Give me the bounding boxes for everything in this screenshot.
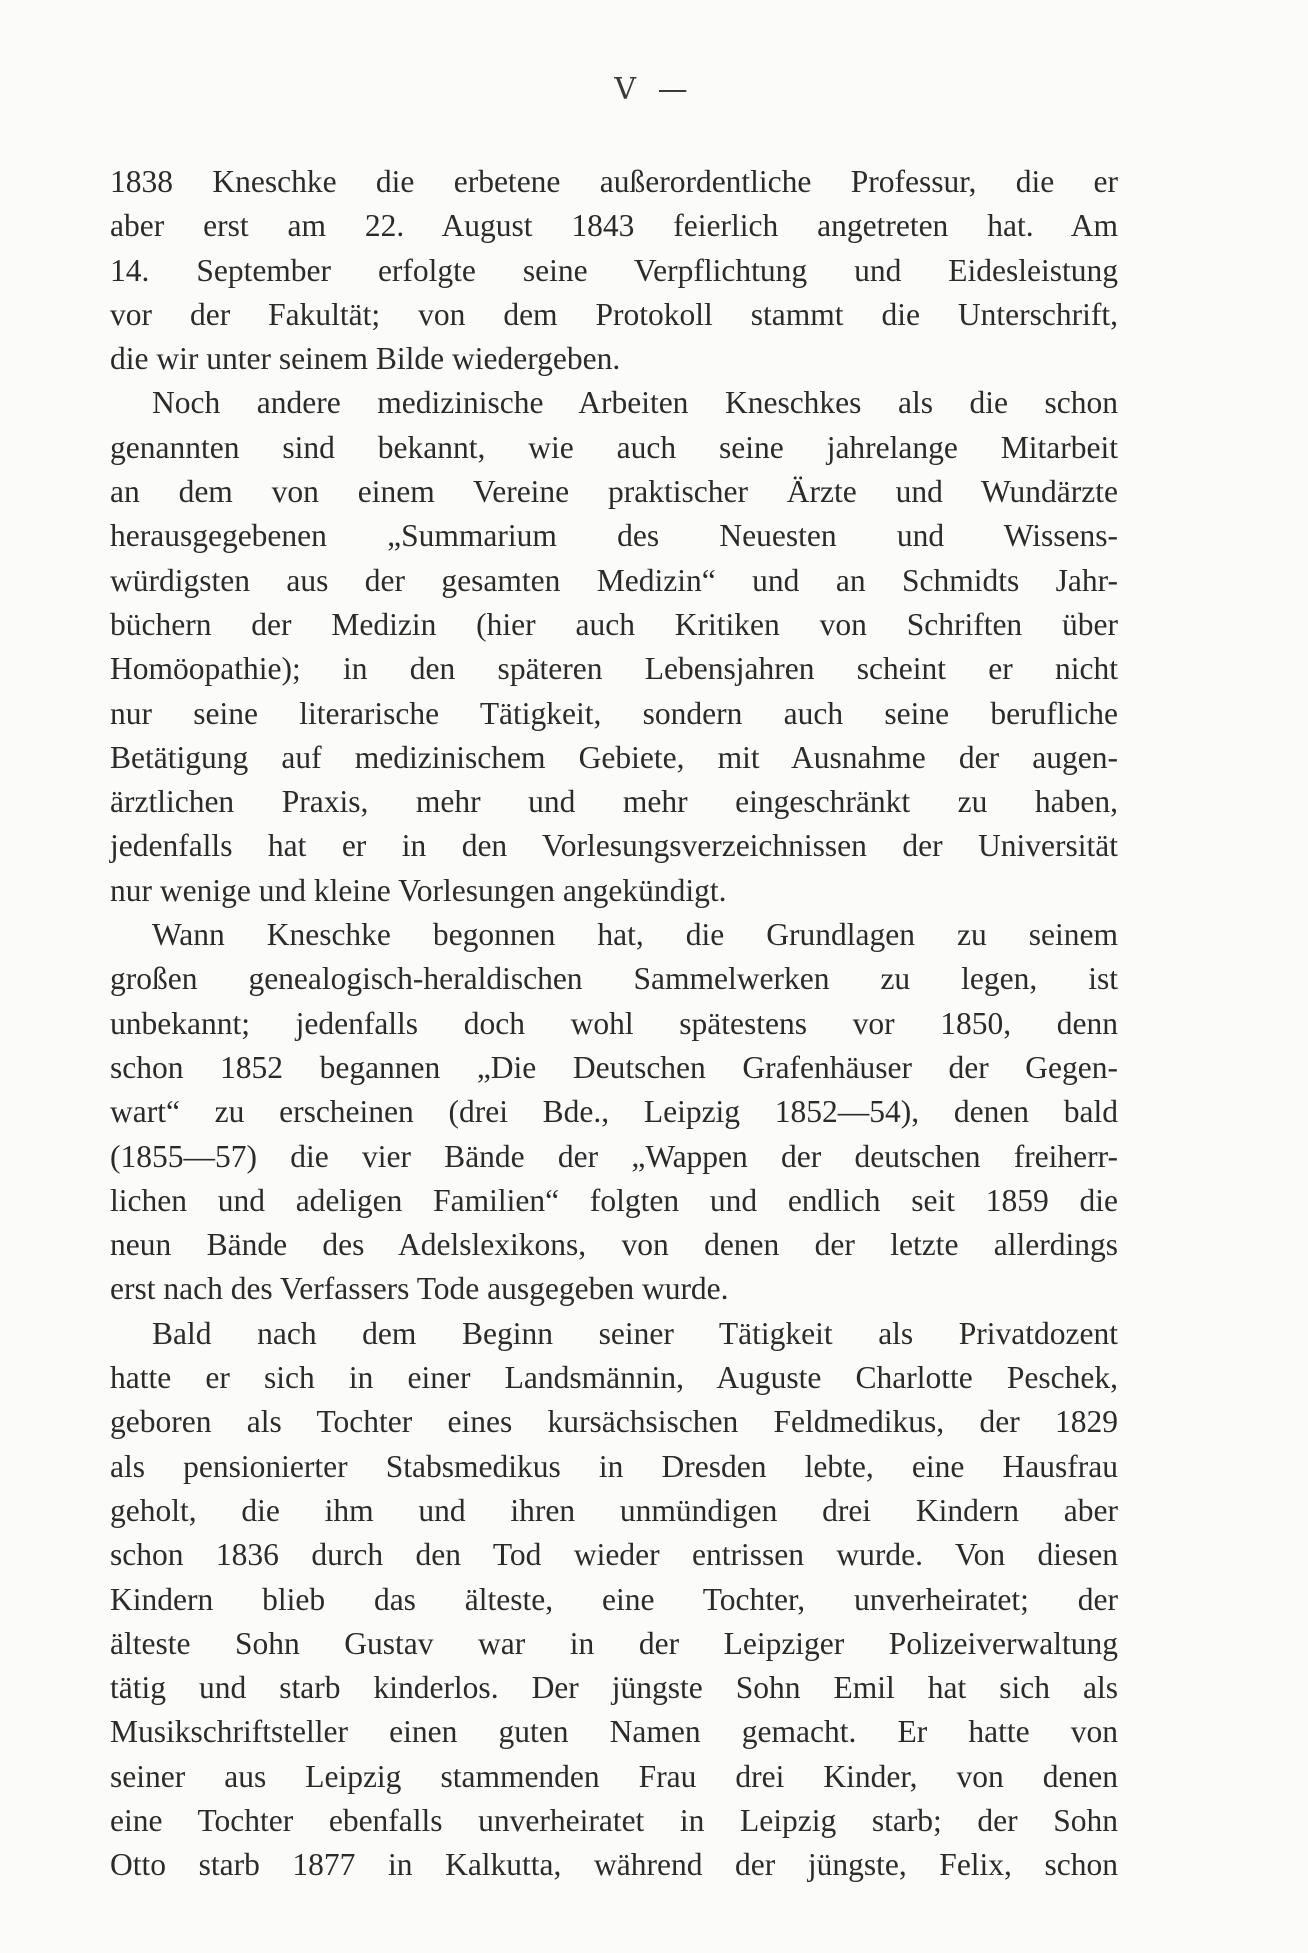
text-line: geholt, die ihm und ihren unmündigen drei Kindern aber	[110, 1492, 1118, 1528]
text-line: neun Bände des Adelslexikons, von denen der letzte allerdings	[110, 1227, 1118, 1263]
text-line: geboren als Tochter eines kursächsischen Feldmedikus, der 1829	[110, 1404, 1118, 1440]
paragraph-4	[110, 1312, 1118, 1888]
text-line: aber erst am 22. August 1843 feierlich angetreten hat. Am	[110, 208, 1118, 244]
text-line: hatte er sich in einer Landsmännin, Auguste Charlotte Peschek,	[110, 1360, 1118, 1396]
text-line: 1838 Kneschke die erbetene außerordentliche Professur, die er	[110, 164, 1118, 199]
text-line: Otto starb 1877 in Kalkutta, während der jüngste, Felix, schon	[110, 1847, 1118, 1883]
text-line: herausgegebenen „Summarium des Neuesten und Wissens-	[110, 518, 1118, 554]
text-line: Betätigung auf medizinischem Gebiete, mit Ausnahme der augen-	[110, 739, 1118, 775]
paragraph-1	[110, 160, 1118, 381]
text-line: 14. September erfolgte seine Verpflichtung und Eidesleistung	[110, 252, 1118, 288]
text-line: tätig und starb kinderlos. Der jüngste Sohn Emil hat sich als	[110, 1670, 1118, 1706]
text-line: Wann Kneschke begonnen hat, die Grundlagen zu seinem	[152, 917, 1118, 953]
paragraph-3	[110, 913, 1118, 1312]
text-line: jedenfalls hat er in den Vorlesungsverzeichnissen der Universität	[110, 828, 1118, 864]
text-line: Bald nach dem Beginn seiner Tätigkeit als Privatdozent	[152, 1315, 1118, 1351]
text-line: großen genealogisch-heraldischen Sammelwerken zu legen, ist	[110, 961, 1118, 997]
body-text	[110, 160, 1118, 1888]
text-line: seiner aus Leipzig stammenden Frau drei Kinder, von denen	[110, 1758, 1118, 1794]
text-line: wart“ zu erscheinen (drei Bde., Leipzig 1852—54), denen bald	[110, 1094, 1118, 1130]
text-line: würdigsten aus der gesamten Medizin“ und an Schmidts Jahr-	[110, 562, 1118, 598]
text-line: erst nach des Verfassers Tode ausgegeben wurde.	[110, 1271, 729, 1307]
text-line: an dem von einem Vereine praktischer Ärzte und Wundärzte	[110, 474, 1118, 510]
text-line: schon 1836 durch den Tod wieder entrissen wurde. Von diesen	[110, 1537, 1118, 1573]
text-line: büchern der Medizin (hier auch Kritiken von Schriften über	[110, 606, 1118, 642]
text-line: Musikschriftsteller einen guten Namen gemacht. Er hatte von	[110, 1714, 1118, 1750]
text-line: Kindern blieb das älteste, eine Tochter, unverheiratet; der	[110, 1581, 1118, 1617]
text-line: eine Tochter ebenfalls unverheiratet in Leipzig starb; der Sohn	[110, 1802, 1118, 1838]
text-line: (1855—57) die vier Bände der „Wappen der deutschen freiherr-	[110, 1138, 1118, 1174]
text-line: nur seine literarische Tätigkeit, sondern auch seine berufliche	[110, 695, 1118, 731]
text-line: Noch andere medizinische Arbeiten Kneschkes als die schon	[152, 385, 1118, 421]
paragraph-2	[110, 381, 1118, 913]
text-line: vor der Fakultät; von dem Protokoll stammt die Unterschrift,	[110, 296, 1118, 332]
text-line: unbekannt; jedenfalls doch wohl spätestens vor 1850, denn	[110, 1005, 1118, 1041]
text-line: nur wenige und kleine Vorlesungen angekündigt.	[110, 872, 727, 908]
text-line: älteste Sohn Gustav war in der Leipziger Polizeiverwaltung	[110, 1625, 1118, 1661]
text-line: schon 1852 begannen „Die Deutschen Grafenhäuser der Gegen-	[110, 1049, 1118, 1085]
text-line: ärztlichen Praxis, mehr und mehr eingeschränkt zu haben,	[110, 784, 1118, 820]
text-line: die wir unter seinem Bilde wiedergeben.	[110, 341, 621, 377]
text-line: genannten sind bekannt, wie auch seine jahrelange Mitarbeit	[110, 429, 1118, 465]
text-line: Homöopathie); in den späteren Lebensjahren scheint er nicht	[110, 651, 1118, 687]
page-header: V —	[614, 72, 694, 107]
text-line: lichen und adeligen Familien“ folgten und endlich seit 1859 die	[110, 1182, 1118, 1218]
text-line: als pensionierter Stabsmedikus in Dresden lebte, eine Hausfrau	[110, 1448, 1118, 1484]
